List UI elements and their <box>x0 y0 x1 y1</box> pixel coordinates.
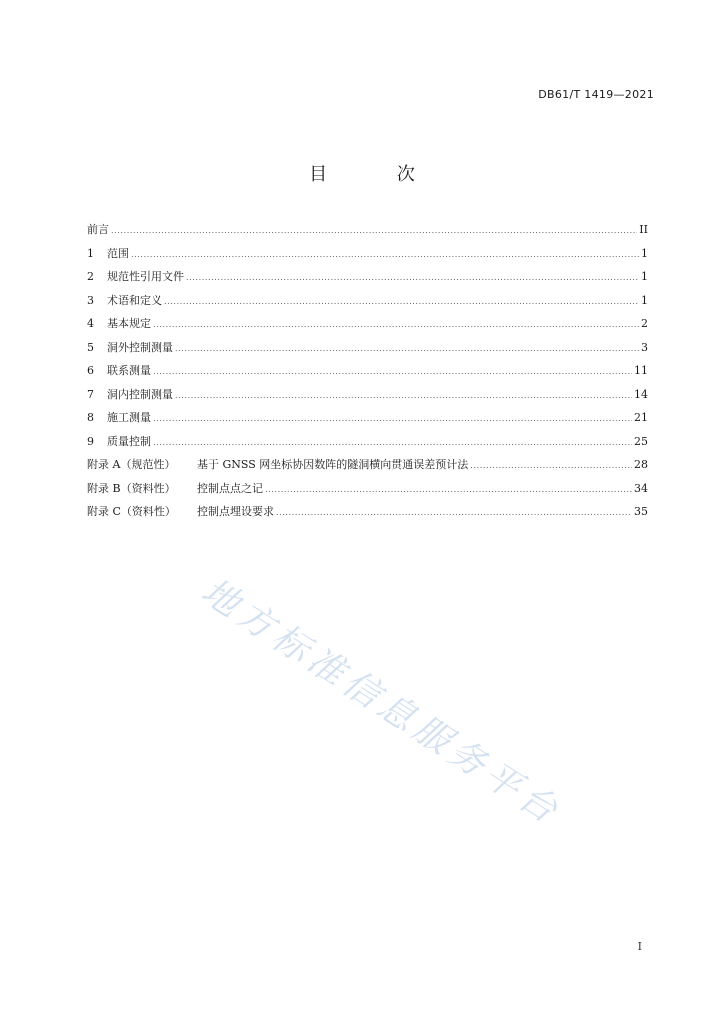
document-code: DB61/T 1419—2021 <box>538 88 654 101</box>
toc-entry-scope[interactable] <box>87 242 648 266</box>
toc-entry-number: 1 <box>87 246 94 260</box>
toc-dot-leader <box>153 360 632 384</box>
toc-entry-number: 3 <box>87 293 94 307</box>
toc-entry-connection-survey[interactable] <box>87 359 648 383</box>
toc-entry-label: 基本规定 <box>107 317 151 330</box>
toc-entry-page: 11 <box>634 364 648 377</box>
toc-entry-page: 3 <box>641 340 648 354</box>
toc-entry-external-control-survey[interactable] <box>87 336 648 360</box>
toc-entry-page: 1 <box>641 270 648 283</box>
toc-appendix-prefix: 附录 C（资料性） <box>87 505 176 518</box>
toc-entry-appendix-b[interactable] <box>87 477 648 501</box>
toc-entry-page: 1 <box>641 246 648 260</box>
toc-entry-page: 14 <box>634 387 648 401</box>
toc-entry-page: 25 <box>634 434 648 448</box>
toc-entry-label: 控制点点之记 <box>197 481 263 495</box>
toc-entry-foreword[interactable] <box>87 218 648 242</box>
toc-entry-construction-survey[interactable] <box>87 406 648 430</box>
toc-dot-leader <box>470 454 632 478</box>
toc-dot-leader <box>153 431 632 455</box>
toc-entry-label: 术语和定义 <box>107 293 162 307</box>
toc-entry-number: 6 <box>87 364 94 377</box>
toc-entry-label: 控制点埋设要求 <box>197 505 274 518</box>
toc-dot-leader <box>175 337 639 361</box>
toc-entry-quality-control[interactable] <box>87 430 648 454</box>
toc-entry-number: 2 <box>87 270 94 283</box>
toc-appendix-prefix: 附录 A（规范性） <box>87 458 176 471</box>
toc-entry-label: 质量控制 <box>107 434 151 448</box>
toc-entry-page: 1 <box>641 293 648 307</box>
toc-entry-page: 34 <box>634 481 648 495</box>
toc-entry-number: 5 <box>87 340 94 354</box>
table-of-contents <box>87 218 648 524</box>
toc-entry-page: II <box>639 223 648 236</box>
toc-entry-label: 前言 <box>87 223 109 236</box>
toc-entry-label: 联系测量 <box>107 364 151 377</box>
toc-entry-appendix-a[interactable] <box>87 453 648 477</box>
toc-entry-page: 2 <box>641 317 648 330</box>
toc-dot-leader <box>276 501 632 525</box>
toc-entry-appendix-c[interactable] <box>87 500 648 524</box>
toc-entry-terms[interactable] <box>87 289 648 313</box>
toc-entry-number: 4 <box>87 317 94 330</box>
toc-entry-page: 35 <box>634 505 648 518</box>
toc-dot-leader <box>265 478 632 502</box>
toc-entry-label: 施工测量 <box>107 411 151 424</box>
toc-entry-label: 洞外控制测量 <box>107 340 173 354</box>
toc-entry-label: 基于 GNSS 网坐标协因数阵的隧洞横向贯通误差预计法 <box>197 458 469 471</box>
toc-entry-label: 范围 <box>107 246 129 260</box>
toc-title: 目 次 <box>309 164 447 185</box>
toc-dot-leader <box>153 407 632 431</box>
toc-entry-page: 21 <box>634 411 648 424</box>
toc-appendix-prefix: 附录 B（资料性） <box>87 481 176 495</box>
toc-entry-label: 洞内控制测量 <box>107 387 173 401</box>
toc-entry-label: 规范性引用文件 <box>107 270 184 283</box>
page-number: I <box>637 940 642 953</box>
toc-entry-number: 9 <box>87 434 94 448</box>
toc-dot-leader <box>153 313 639 337</box>
watermark: 地方标准信息服务平台 <box>194 570 569 835</box>
toc-entry-number: 7 <box>87 387 94 401</box>
toc-entry-internal-control-survey[interactable] <box>87 383 648 407</box>
toc-entry-number: 8 <box>87 411 94 424</box>
toc-entry-basic-rules[interactable] <box>87 312 648 336</box>
toc-entry-page: 28 <box>634 458 648 471</box>
toc-dot-leader <box>131 243 639 267</box>
toc-dot-leader <box>186 266 639 290</box>
toc-entry-normative-references[interactable] <box>87 265 648 289</box>
toc-dot-leader <box>111 219 637 243</box>
toc-dot-leader <box>175 384 632 408</box>
toc-dot-leader <box>164 290 639 314</box>
